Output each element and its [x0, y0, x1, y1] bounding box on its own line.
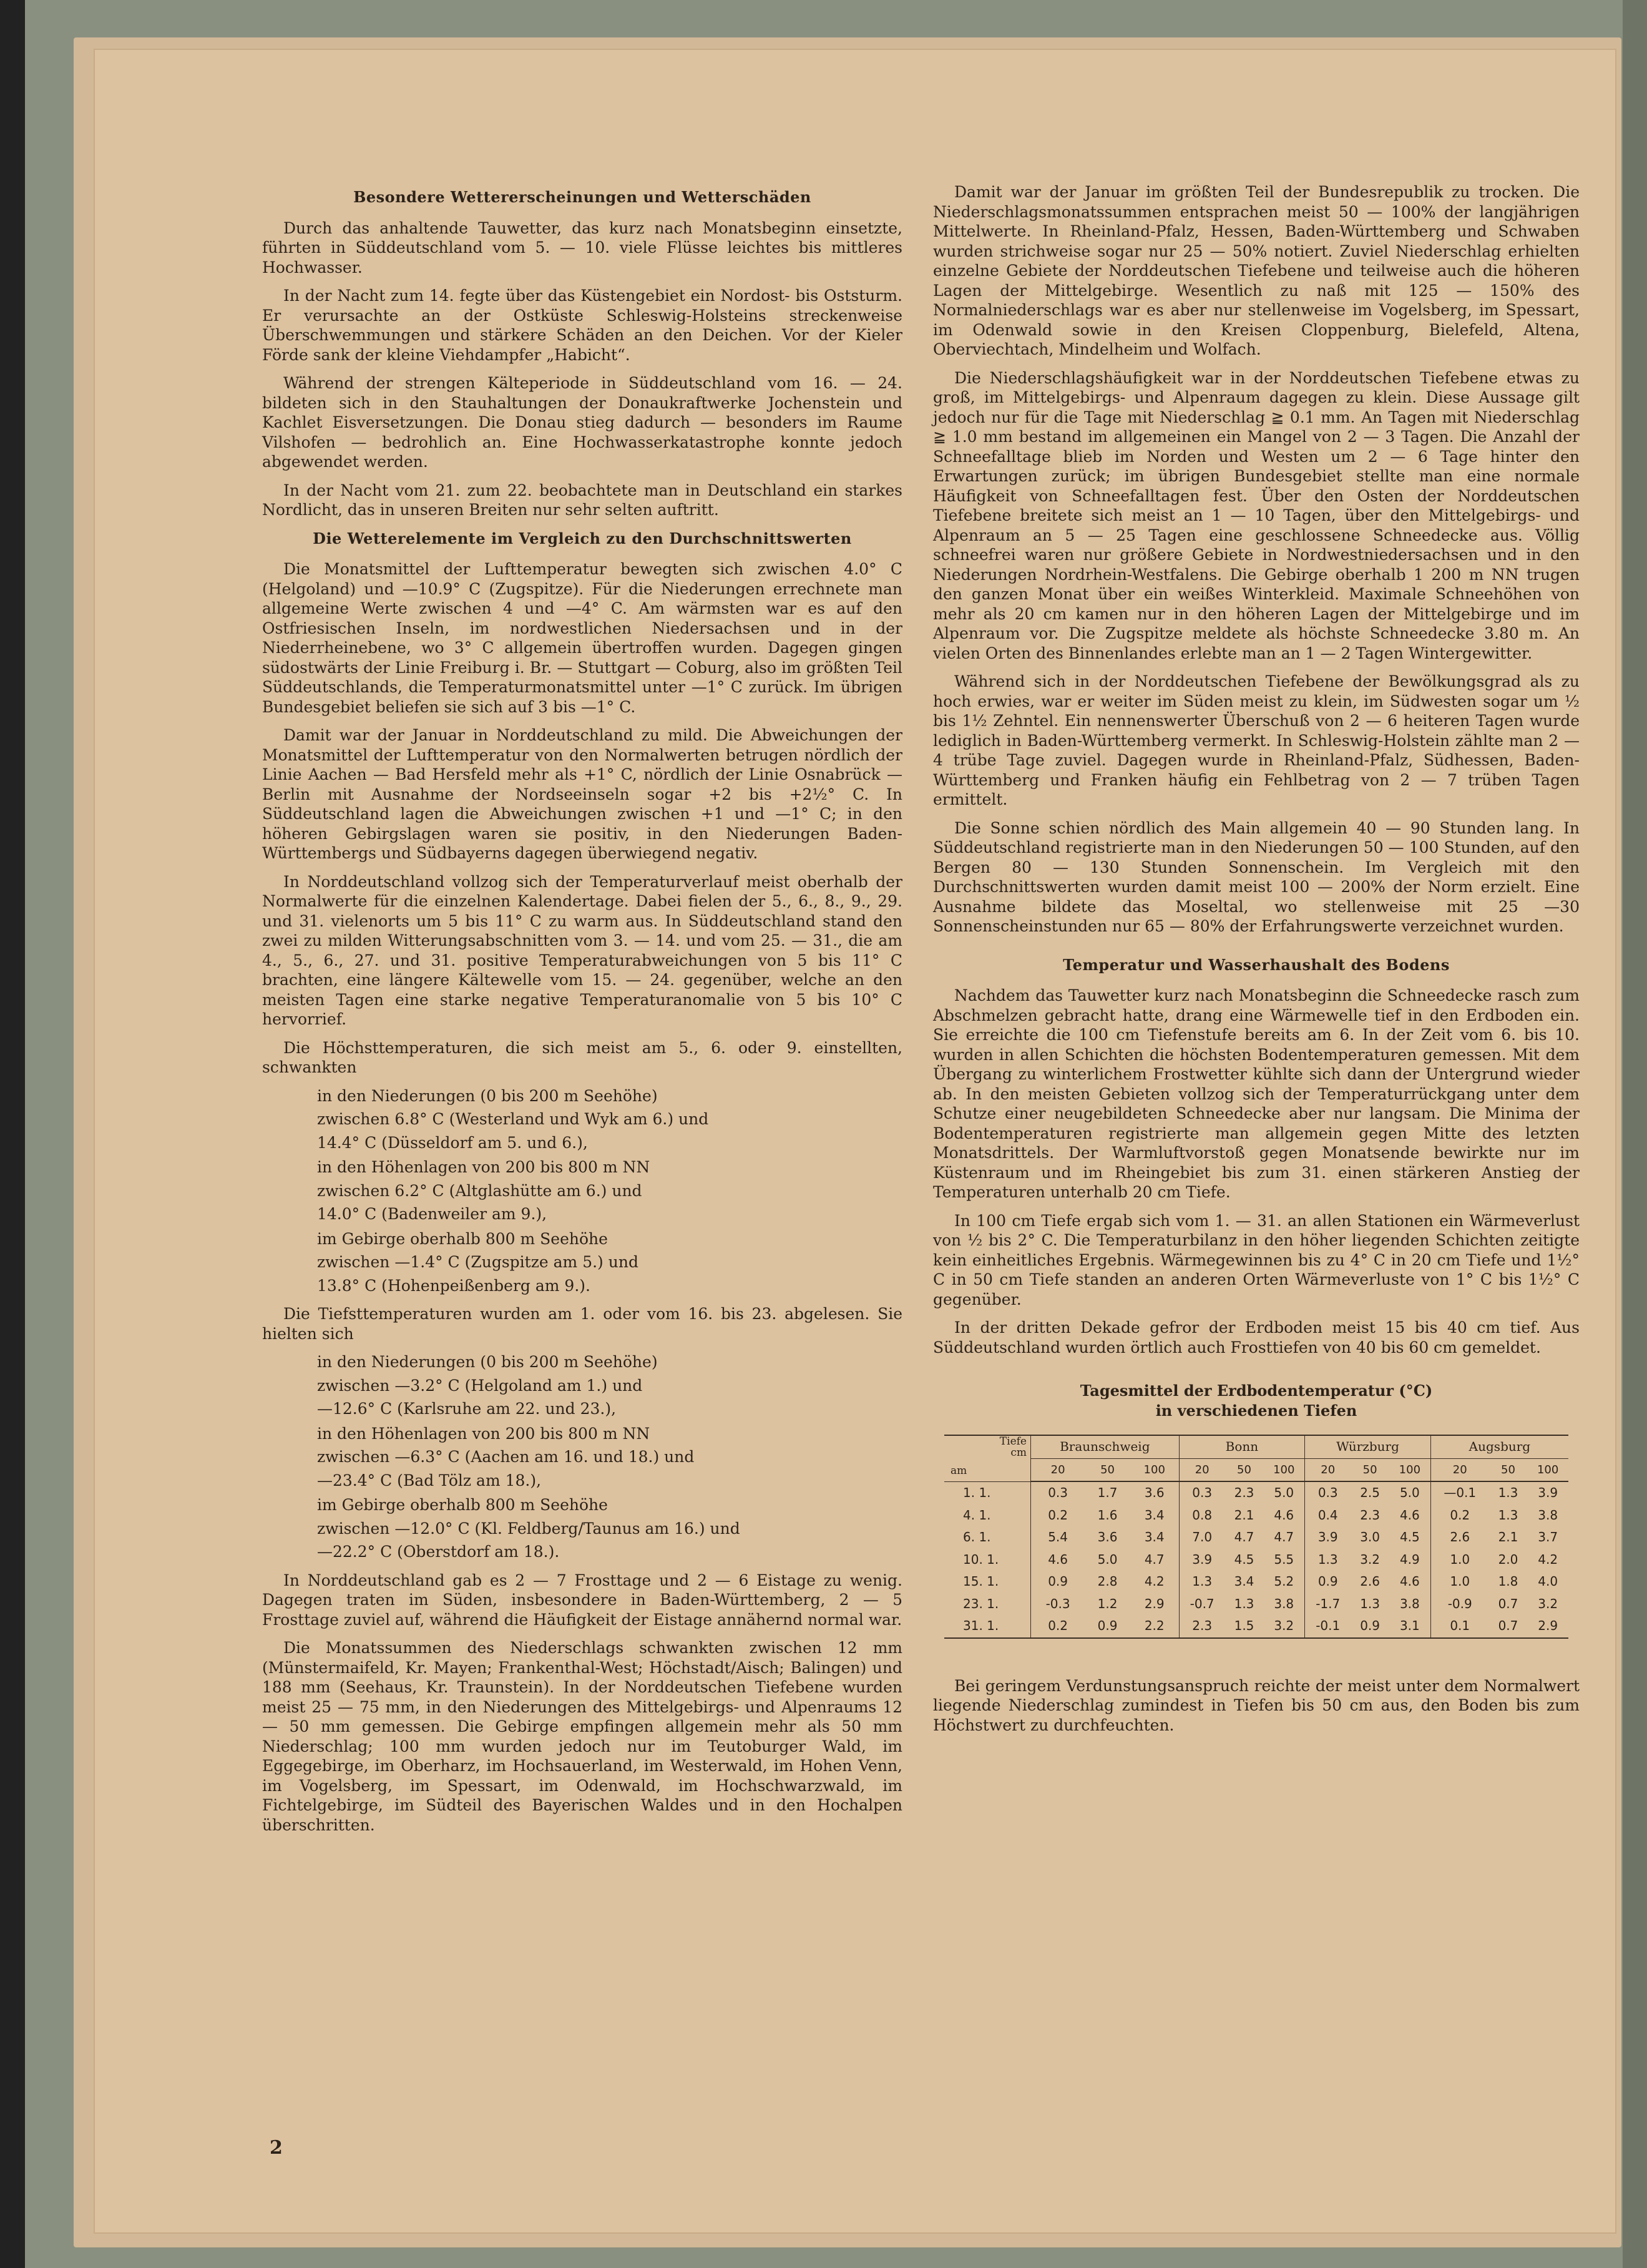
list-line: 13.8° C (Hohenpeißenberg am 9.). [317, 1276, 590, 1295]
table-cell: 4.6 [1389, 1571, 1430, 1593]
table-cell: 3.8 [1263, 1593, 1304, 1616]
table-row [944, 1549, 1568, 1571]
table-cell: 1.6 [1097, 1507, 1118, 1523]
paragraph: Die Tiefsttemperaturen wurden am 1. oder vom 16. bis 23. abgelesen. Sie hielten sich [262, 1305, 902, 1343]
table-cell: 0.8 [1192, 1507, 1213, 1523]
table-cell: 2.9 [1527, 1615, 1568, 1638]
table-cell: 0.3 [1317, 1485, 1338, 1500]
table-cell: -0.3 [1045, 1596, 1070, 1611]
table-cell: 3.2 [1360, 1551, 1380, 1567]
table-cell: 0.9 [1351, 1615, 1389, 1638]
table-cell: 2.9 [1130, 1593, 1179, 1616]
station-header: Würzburg [1305, 1435, 1431, 1458]
table-row [944, 1593, 1568, 1616]
paragraph: Die Niederschlagshäufigkeit war in der Norddeutschen Tiefebene etwas zu groß, im Mittelgebirgs- und Alpenraum dagegen zu klein. Diese Aussage gilt jedoch nur für die Tage mit Niederschlag ≧ 0.1 mm. An Tagen mit Niederschlag ≧ 1.0 mm bestand im allgemeinen ein Mangel von 2 — 3 Tagen. Die Anzahl der Schneefalltage blieb im Norden und Westen um 2 — 6 Tage hinter den Erwartungen zurück; im übrigen Bundesgebiet stellte man eine normale Häufigkeit von Schneefalltagen fest. Über den Osten der Norddeutschen Tiefebene breitete sich meist an 1 — 10 Tagen, über den Mittelgebirgs- und Alpenraum an 5 — 25 Tagen eine geschlossene Schneedecke aus. Völlig schneefrei waren nur größere Gebiete in Nordwestniedersachsen und in den Niederungen Nordrhein-Westfalens. Die Gebirge oberhalb 1 200 m NN trugen den ganzen Monat über ein weißes Winterkleid. Maximale Schneehöhen von mehr als 20 cm kamen nur in den höheren Lagen der Mittelgebirge und im Alpenraum vor. Die Zugspitze meldete als höchste Schneedecke 3.80 m. An vielen Orten des Binnenlandes erlebte man an 1 — 2 Tagen Wintergewitter. [933, 368, 1580, 662]
table-cell: 3.8 [1389, 1593, 1430, 1616]
table-cell-date: 23. 1. [944, 1593, 1031, 1616]
list-group [317, 1424, 902, 1491]
table-cell: 4.7 [1234, 1529, 1254, 1544]
table-cell: 4.7 [1130, 1549, 1179, 1571]
depth-header: 20 [1031, 1458, 1085, 1481]
list-line: zwischen 6.2° C (Altglashütte am 6.) und [317, 1181, 642, 1200]
paragraph: Die Monatssummen des Niederschlags schwankten zwischen 12 mm (Münstermaifeld, Kr. Mayen; Frankenthal-West; Höchstadt/Aisch; Balingen) und 188 mm (Seehaus, Kr. Traunstein). In der Norddeutschen Tiefebene wurden meist 25 — 75 mm, in den Niederungen des Mittelgebirgs- und Alpenraums 12 — 50 mm gemessen. Die Gebirge empfingen allgemein mehr als 50 mm Niederschlag; 100 mm wurden jedoch nur im Teutoburger Wald, im Eggegebirge, im Oberharz, im Hochsauerland, im Westerwald, im Hohen Venn, im Vogelsberg, im Spessart, im Odenwald, im Hochschwarzwald, im Fichtelgebirge, im Südteil des Bayerischen Waldes und in den Hochalpen überschritten. [262, 1639, 902, 1834]
depth-header: 20 [1430, 1458, 1488, 1481]
depth-header: 50 [1225, 1458, 1264, 1481]
table-depth-row [944, 1458, 1568, 1481]
heading-soil: Temperatur und Wasserhaushalt des Bodens [1063, 955, 1450, 974]
table-cell: 3.8 [1538, 1507, 1558, 1523]
table-cell: 2.1 [1234, 1507, 1254, 1523]
list-line: —12.6° C (Karlsruhe am 22. und 23.), [317, 1400, 617, 1418]
table-cell: -1.7 [1316, 1596, 1341, 1611]
list-line: im Gebirge oberhalb 800 m Seehöhe [317, 1496, 608, 1514]
table-cell: 2.6 [1360, 1574, 1380, 1589]
table-row [944, 1481, 1568, 1505]
depth-header: 100 [1263, 1458, 1304, 1481]
table-cell: 4.7 [1263, 1526, 1304, 1549]
table-cell: 0.1 [1430, 1615, 1488, 1638]
paragraph: Während der strengen Kälteperiode in Süddeutschland vom 16. — 24. bildeten sich in den Stauhaltungen der Donaukraftwerke Jochenstein und Kachlet Eisversetzungen. Die Donau stieg dadurch — besonders im Raume Vilshofen — bedrohlich an. Eine Hochwasserkatastrophe konnte jedoch abgewendet werden. [262, 374, 902, 471]
table-cell: 0.2 [1450, 1507, 1470, 1523]
left-column [262, 182, 902, 1843]
table-cell: 2.5 [1360, 1485, 1380, 1500]
paragraph: In Norddeutschland vollzog sich der Temperaturverlauf meist oberhalb der Normalwerte für die einzelnen Kalendertage. Dabei fielen der 5., 6., 8., 9., 29. und 31. vielenorts um 5 bis 11° C zu warm aus. In Süddeutschland stand den zwei zu milden Witterungsabschnitten vom 3. — 14. und vom 25. — 31., die am 4., 5., 6., 27. und 31. positive Temperaturabweichungen von 5 bis 11° C brachten, eine längere Kältewelle vom 15. — 24. gegenüber, welche an den meisten Tagen eine starke negative Temperaturanomalie von 5 bis 10° C hervorrief. [262, 872, 902, 1028]
list-line: 14.0° C (Badenweiler am 9.), [317, 1205, 547, 1223]
table-cell: 4.0 [1538, 1574, 1558, 1589]
list-line: in den Höhenlagen von 200 bis 800 m NN [317, 1424, 650, 1443]
table-cell: 3.7 [1538, 1529, 1558, 1544]
table-cell: 3.2 [1538, 1596, 1558, 1611]
table-cell: 5.4 [1048, 1529, 1068, 1544]
depth-header: 20 [1305, 1458, 1351, 1481]
table-title-line-1: Tagesmittel der Erdbodentemperatur (°C) [1080, 1382, 1433, 1400]
table-cell: 0.7 [1498, 1596, 1518, 1611]
table-title-line-2: in verschiedenen Tiefen [1155, 1402, 1357, 1420]
list-line: zwischen —12.0° C (Kl. Feldberg/Taunus am 16.) und [317, 1519, 740, 1538]
table-cell: -0.9 [1447, 1596, 1472, 1611]
table-cell: 3.1 [1389, 1615, 1430, 1638]
table-body [944, 1481, 1568, 1638]
list-group [317, 1352, 902, 1419]
list-group [317, 1157, 902, 1224]
document-page [94, 49, 1616, 2234]
table-cell: 3.9 [1538, 1485, 1558, 1500]
table-cell: 1.2 [1097, 1596, 1118, 1611]
depth-header: 100 [1389, 1458, 1430, 1481]
table-cell: 5.5 [1263, 1549, 1304, 1571]
paragraph: Die Monatsmittel der Lufttemperatur bewegten sich zwischen 4.0° C (Helgoland) und —10.9° C (Zugspitze). Für die Niederungen errechnete man allgemeine Werte zwischen 4 und —4° C. Am wärmsten war es auf den Ostfriesischen Inseln, im nordwestlichen Niedersachsen und in der Niederrheinebene, wo 3° C allgemein übertroffen wurden. Dagegen gingen südostwärts der Linie Freiburg i. Br. — Stuttgart — Coburg, also im größten Teil Süddeutschlands, die Temperaturmonatsmittel unter —1° C zurück. Im übrigen Bundesgebiet beliefen sie sich auf 3 bis —1° C. [262, 560, 902, 716]
table-cell: 1.3 [1192, 1574, 1213, 1589]
corner-date-label: am [951, 1465, 967, 1477]
depth-header: 50 [1489, 1458, 1528, 1481]
table-cell: 1.3 [1360, 1596, 1380, 1611]
table-cell: 2.3 [1360, 1507, 1380, 1523]
table-cell: 0.2 [1031, 1615, 1085, 1638]
table-cell: 2.1 [1498, 1529, 1518, 1544]
table-title [933, 1381, 1580, 1421]
list-line: —23.4° C (Bad Tölz am 18.), [317, 1471, 542, 1490]
table-cell: 2.3 [1234, 1485, 1254, 1500]
table-row [944, 1505, 1568, 1527]
table-cell: 1.8 [1498, 1574, 1518, 1589]
heading-weather-elements: Die Wetterelemente im Vergleich zu den Durchschnittswerten [313, 529, 852, 547]
table-cell: 3.0 [1360, 1529, 1380, 1544]
table-cell: 3.4 [1130, 1526, 1179, 1549]
list-line: im Gebirge oberhalb 800 m Seehöhe [317, 1229, 608, 1248]
table-cell: 3.4 [1234, 1574, 1254, 1589]
list-line: in den Niederungen (0 bis 200 m Seehöhe) [317, 1086, 658, 1105]
table-cell: 4.2 [1130, 1571, 1179, 1593]
table-cell: 0.9 [1317, 1574, 1338, 1589]
depth-header: 100 [1130, 1458, 1179, 1481]
depth-header: 100 [1527, 1458, 1568, 1481]
list-line: in den Niederungen (0 bis 200 m Seehöhe) [317, 1353, 658, 1371]
table-cell: 5.2 [1263, 1571, 1304, 1593]
paragraph: In Norddeutschland gab es 2 — 7 Frosttage und 2 — 6 Eistage zu wenig. Dagegen traten im Süden, insbesondere in Baden-Württemberg, 2 — 5 Frosttage zuviel auf, während die Häufigkeit der Eistage annähernd normal war. [262, 1571, 902, 1629]
table-cell: 2.8 [1097, 1574, 1118, 1589]
table-row [944, 1571, 1568, 1593]
table-cell: 1.3 [1317, 1551, 1338, 1567]
table-cell: 1.3 [1498, 1485, 1518, 1500]
station-header: Braunschweig [1031, 1435, 1180, 1458]
corner-unit-label: cm [1010, 1446, 1027, 1459]
table-cell: 0.7 [1489, 1615, 1528, 1638]
table-cell-date: 31. 1. [944, 1615, 1031, 1638]
paragraph: In 100 cm Tiefe ergab sich vom 1. — 31. an allen Stationen ein Wärmeverlust von ½ bis 2° C. Die Temperaturbilanz in den höher liegenden Schichten zeitigte kein einheitliches Ergebnis. Wärmegewinnen bis zu 4° C in 20 cm Tiefe und 1½° C in 50 cm Tiefe standen an anderen Orten Wärmeverluste von 1° C bis 1½° C gegenüber. [933, 1211, 1580, 1308]
table-cell: 2.2 [1130, 1615, 1179, 1638]
table-cell: 1.7 [1097, 1485, 1118, 1500]
table-cell: 4.5 [1389, 1526, 1430, 1549]
table-cell-date: 10. 1. [944, 1549, 1031, 1571]
table-cell: 5.0 [1097, 1551, 1118, 1567]
table-cell: 3.4 [1130, 1505, 1179, 1527]
table-cell: 0.2 [1048, 1507, 1068, 1523]
table-row [944, 1615, 1568, 1638]
table-cell: 4.2 [1538, 1551, 1558, 1567]
paragraph: Damit war der Januar im größten Teil der Bundesrepublik zu trocken. Die Niederschlagsmonatssummen entsprachen meist 50 — 100% der langjährigen Mittelwerte. In Rheinland-Pfalz, Hessen, Baden-Württemberg und Schwaben wurden strichweise sogar nur 25 — 50% notiert. Zuviel Niederschlag erhielten einzelne Gebiete der Norddeutschen Tiefebene und teilweise auch die höheren Lagen der Mittelgebirge. Wesentlich zu naß mit 125 — 150% des Normalniederschlags war es aber nur stellenweise im Vogelsberg, im Spessart, im Odenwald sowie in den Kreisen Cloppenburg, Bielefeld, Altena, Oberviechtach, Mindelheim und Wolfach. [933, 183, 1580, 358]
list-line: zwischen —1.4° C (Zugspitze am 5.) und [317, 1253, 638, 1271]
list-line: —22.2° C (Oberstdorf am 18.). [317, 1543, 560, 1561]
list-group [317, 1086, 902, 1153]
table-cell: 3.9 [1317, 1529, 1338, 1544]
table-cell: 4.6 [1389, 1505, 1430, 1527]
table-cell: 1.5 [1225, 1615, 1264, 1638]
table-cell-date: 1. 1. [944, 1481, 1031, 1505]
table-cell: 4.6 [1263, 1505, 1304, 1527]
table-header-row [944, 1435, 1568, 1458]
list-group [317, 1495, 902, 1562]
table-cell: 4.9 [1389, 1549, 1430, 1571]
table-cell: 2.0 [1498, 1551, 1518, 1567]
paragraph: Die Höchsttemperaturen, die sich meist am 5., 6. oder 9. einstellten, schwankten [262, 1038, 902, 1076]
right-column [933, 182, 1580, 1744]
table-cell: —0.1 [1444, 1485, 1477, 1500]
table-cell: 7.0 [1192, 1529, 1213, 1544]
paragraph: In der dritten Dekade gefror der Erdboden meist 15 bis 40 cm tief. Aus Süddeutschland wurden örtlich auch Frosttiefen von 40 bis 60 cm gemeldet. [933, 1318, 1580, 1357]
list-line: 14.4° C (Düsseldorf am 5. und 6.), [317, 1133, 588, 1152]
table-cell: -0.1 [1305, 1615, 1351, 1638]
corner-depth-label: Tiefe [999, 1435, 1027, 1448]
max-temperature-list [262, 1086, 902, 1296]
table-cell: 2.3 [1179, 1615, 1225, 1638]
table-cell-date: 6. 1. [944, 1526, 1031, 1549]
paragraph: Bei geringem Verdunstungsanspruch reichte der meist unter dem Normalwert liegende Niederschlag zumindest in Tiefen bis 50 cm aus, den Boden bis zum Höchstwert zu durchfeuchten. [933, 1676, 1580, 1734]
depth-header: 20 [1179, 1458, 1225, 1481]
paragraph: In der Nacht vom 21. zum 22. beobachtete man in Deutschland ein starkes Nordlicht, das in unseren Breiten nur sehr selten auftritt. [262, 481, 902, 519]
binder-edge [0, 0, 25, 2268]
list-line: zwischen 6.8° C (Westerland und Wyk am 6.) und [317, 1110, 709, 1128]
table-row [944, 1526, 1568, 1549]
paragraph: Damit war der Januar in Norddeutschland zu mild. Die Abweichungen der Monatsmittel der Lufttemperatur von den Normalwerten betrugen nördlich der Linie Aachen — Bad Hersfeld mehr als +1° C, nördlich der Linie Osnabrück — Berlin mit Ausnahme der Nordseeinseln sogar +2 bis +2½° C. In Süddeutschland lagen die Abweichungen zwischen +1 und —1° C; in den höheren Gebirgslagen waren sie positiv, in den Niederungen Baden-Württembergs und Südbayerns dagegen überwiegend negativ. [262, 726, 902, 862]
page-number: 2 [270, 2137, 283, 2159]
depth-header: 50 [1085, 1458, 1130, 1481]
table-cell: 5.0 [1263, 1481, 1304, 1505]
list-line: zwischen —3.2° C (Helgoland am 1.) und [317, 1376, 643, 1395]
table-cell: 0.9 [1085, 1615, 1130, 1638]
table-cell: 0.4 [1317, 1507, 1338, 1523]
depth-header: 50 [1351, 1458, 1389, 1481]
list-group [317, 1229, 902, 1296]
table-cell: 2.6 [1450, 1529, 1470, 1544]
heading-special-weather: Besondere Wettererscheinungen und Wetterschäden [353, 188, 811, 206]
table-cell: -0.7 [1190, 1596, 1214, 1611]
table-cell: 0.9 [1048, 1574, 1068, 1589]
table-cell: 1.0 [1450, 1574, 1470, 1589]
table-cell: 3.6 [1130, 1481, 1179, 1505]
table-cell: 1.3 [1234, 1596, 1254, 1611]
table-cell-date: 15. 1. [944, 1571, 1031, 1593]
table-cell: 1.0 [1450, 1551, 1470, 1567]
paragraph: Nachdem das Tauwetter kurz nach Monatsbeginn die Schneedecke rasch zum Abschmelzen gebracht hatte, drang eine Wärmewelle tief in den Erdboden ein. Sie erreichte die 100 cm Tiefenstufe bereits am 6. In der Zeit vom 6. bis 10. wurden in allen Schichten die höchsten Bodentemperaturen gemessen. Mit dem Übergang zu winterlichem Frostwetter kühlte sich dann der Untergrund wieder ab. In den meisten Gebieten vollzog sich der Temperaturrückgang unter dem Schutze einer neugebildeten Schneedecke aber nur langsam. Die Minima der Bodentemperaturen registrierte man allgemein gegen Mitte des letzten Monatsdrittels. Der Warmluftvorstoß gegen Monatsende bewirkte nur im Küstenraum und im Rheingebiet bis zum 31. einen stärkeren Anstieg der Temperaturen unterhalb 20 cm Tiefe. [933, 986, 1580, 1201]
station-header: Bonn [1179, 1435, 1305, 1458]
table-cell: 3.9 [1192, 1551, 1213, 1567]
paragraph: Während sich in der Norddeutschen Tiefebene der Bewölkungsgrad als zu hoch erwies, war er weiter im Süden meist zu klein, im Südwesten sogar um ½ bis 1½ Zehntel. Ein nennenswerter Überschuß von 2 — 6 heiteren Tagen wurde lediglich in Baden-Württemberg vermerkt. In Schleswig-Holstein zählte man 2 — 4 trübe Tage zuviel. Dagegen wurde in Rheinland-Pfalz, Südhessen, Baden-Württemberg und Franken häufig ein Fehlbetrag von 2 — 7 trüben Tagen ermittelt. [933, 672, 1580, 808]
table-cell: 4.6 [1048, 1551, 1068, 1567]
table-cell: 5.0 [1389, 1481, 1430, 1505]
list-line: in den Höhenlagen von 200 bis 800 m NN [317, 1158, 650, 1176]
table-cell: 3.6 [1097, 1529, 1118, 1544]
soil-temperature-table [944, 1435, 1568, 1639]
table-cell: 0.3 [1192, 1485, 1213, 1500]
table-cell: 3.2 [1263, 1615, 1304, 1638]
table-cell: 0.3 [1048, 1485, 1068, 1500]
paragraph: In der Nacht zum 14. fegte über das Küstengebiet ein Nordost- bis Oststurm. Er verursachte an der Ostküste Schleswig-Holsteins streckenweise Überschwemmungen und stärkere Schäden an den Deichen. Vor der Kieler Förde sank der kleine Viehdampfer „Habicht“. [262, 287, 902, 364]
paragraph: Die Sonne schien nördlich des Main allgemein 40 — 90 Stunden lang. In Süddeutschland registrierte man in den Niederungen 50 — 100 Stunden, auf den Bergen 80 — 130 Stunden Sonnenschein. Im Vergleich mit den Durchschnittswerten wurden damit meist 100 — 200% der Norm erzielt. Eine Ausnahme bildete das Moseltal, wo stellenweise mit 25 —30 Sonnenscheinstunden nur 65 — 80% der Erfahrungswerte verzeichnet wurden. [933, 818, 1580, 935]
table-cell: 1.3 [1498, 1507, 1518, 1523]
paragraph: Durch das anhaltende Tauwetter, das kurz nach Monatsbeginn einsetzte, führten in Süddeutschland vom 5. — 10. viele Flüsse leichtes bis mittleres Hochwasser. [262, 218, 902, 277]
table-cell-date: 4. 1. [944, 1505, 1031, 1527]
table-cell: 4.5 [1234, 1551, 1254, 1567]
min-temperature-list [262, 1352, 902, 1562]
list-line: zwischen —6.3° C (Aachen am 16. und 18.) und [317, 1448, 695, 1466]
table-corner-cell [944, 1435, 1031, 1481]
station-header: Augsburg [1430, 1435, 1568, 1458]
